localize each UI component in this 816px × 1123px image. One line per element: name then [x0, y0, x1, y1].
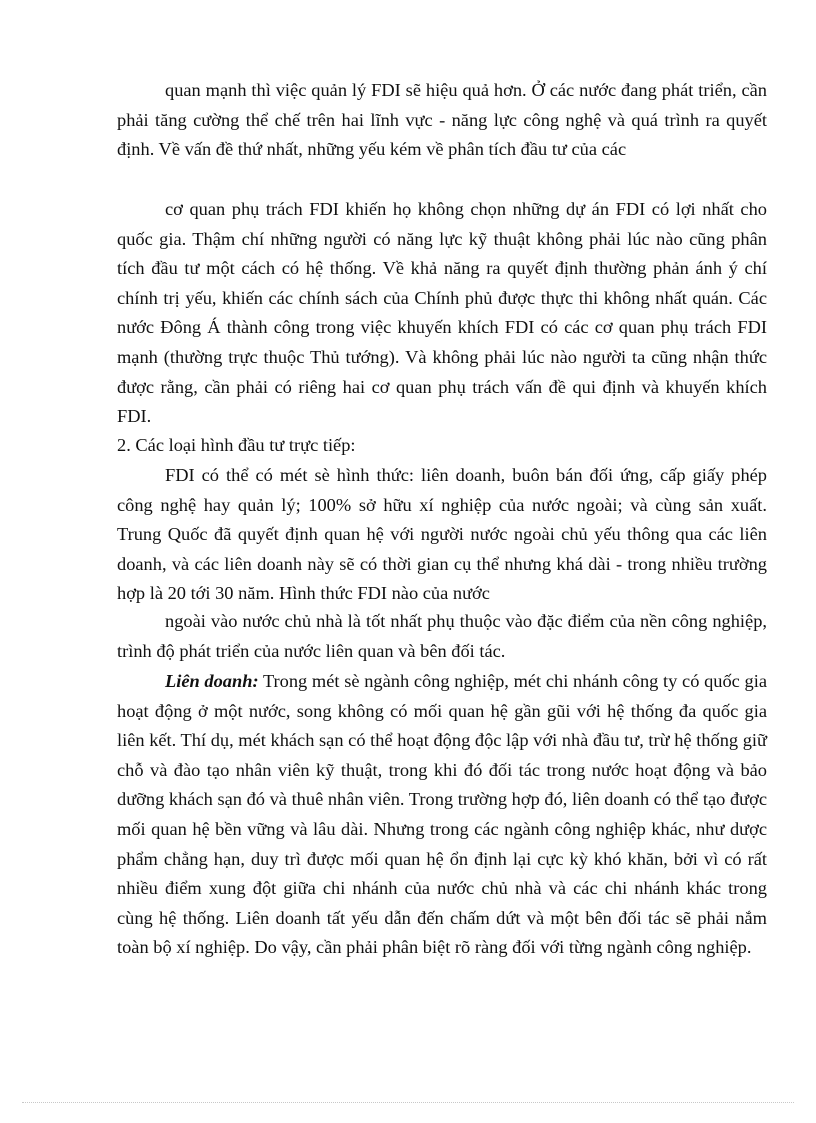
paragraph-2: cơ quan phụ trách FDI khiến họ không chọn những dự án FDI có lợi nhất cho quốc gia. Thậm chí những người có năng lực kỹ thuật không phải lúc nào cũng phân tích đầu tư một cách có hệ thống. Về khả năng ra quyết định thường phản ánh ý chí chính trị yếu, khiến các chính sách của Chính phủ được thực thi không nhất quán. Các nước Đông Á thành công trong việc khuyến khích FDI có các cơ quan phụ trách FDI mạnh (thường trực thuộc Thủ tướng). Và không phải lúc nào người ta cũng nhận thức được rằng, cần phải có riêng hai cơ quan phụ trách vấn đề qui định và khuyến khích FDI. — [117, 199, 767, 427]
footer-divider — [22, 1102, 794, 1103]
paragraph-3: FDI có thể có mét sè hình thức: liên doanh, buôn bán đối ứng, cấp giấy phép công nghệ hay quản lý; 100% sở hữu xí nghiệp của nước ngoài; và cùng sản xuất. Trung Quốc đã quyết định quan hệ với người nước ngoài chủ yếu thông qua các liên doanh, và các liên doanh này sẽ có thời gian cụ thể nhưng khá dài - trong nhiều trường hợp là 20 tới 30 năm. Hình thức FDI nào của nước — [117, 465, 767, 604]
term-lien-doanh: Liên doanh: — [165, 671, 259, 691]
section-heading: 2. Các loại hình đầu tư trực tiếp: — [117, 435, 356, 455]
paragraph-1: quan mạnh thì việc quản lý FDI sẽ hiệu quả hơn. Ở các nước đang phát triển, cần phải tăng cường thể chế trên hai lĩnh vực - năng lực công nghệ và quá trình ra quyết định. Về vấn đề thứ nhất, những yếu kém về phân tích đầu tư của các — [117, 80, 767, 160]
paragraph-5-body: Trong mét sè ngành công nghiệp, mét chi nhánh công ty có quốc gia hoạt động ở một nước, song không có mối quan hệ gần gũi với hệ thống đa quốc gia liên kết. Thí dụ, mét khách sạn có thể hoạt động độc lập với nhà đầu tư, trừ hệ thống giữ chỗ và đào tạo nhân viên kỹ thuật, trong khi đó đối tác trong nước hoạt động và bảo dưỡng khách sạn đó và thuê nhân viên. Trong trường hợp đó, liên doanh có thể tạo được mối quan hệ bền vững và lâu dài. Nhưng trong các ngành công nghiệp khác, như dược phẩm chẳng hạn, duy trì được mối quan hệ ổn định lại cực kỳ khó khăn, bởi vì có rất nhiều điểm xung đột giữa chi nhánh của nước chủ nhà và các chi nhánh khác trong cùng hệ thống. Liên doanh tất yếu dẫn đến chấm dứt và một bên đối tác sẽ phải nắm toàn bộ xí nghiệp. Do vậy, cần phải phân biệt rõ ràng đối với từng ngành công nghiệp. — [117, 671, 767, 958]
paragraph-4: ngoài vào nước chủ nhà là tốt nhất phụ thuộc vào đặc điểm của nền công nghiệp, trình độ phát triển của nước liên quan và bên đối tác. — [117, 611, 767, 661]
paragraph-5 — [117, 667, 767, 963]
